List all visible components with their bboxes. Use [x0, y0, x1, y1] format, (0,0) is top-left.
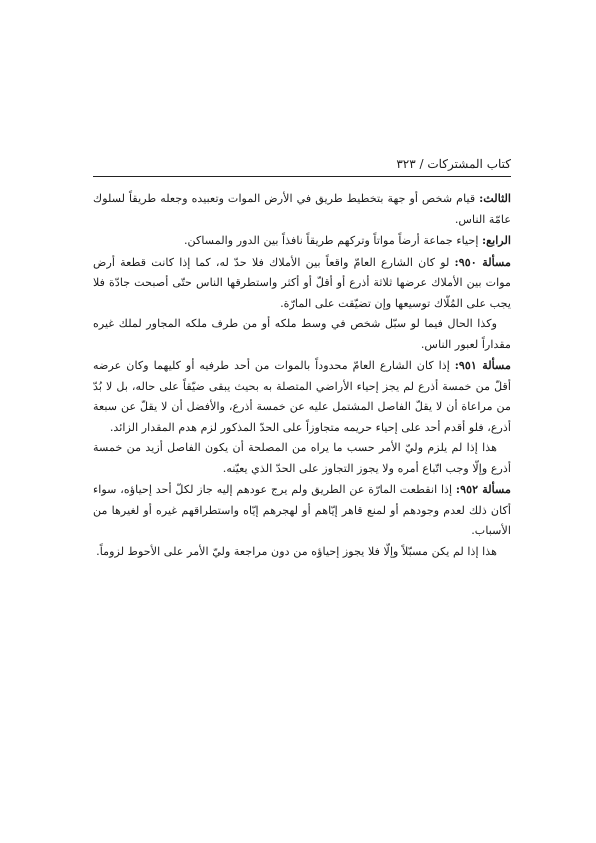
- header-title: كتاب المشتركات / ٣٢٣: [396, 157, 511, 171]
- paragraph-lead: مسألة ٩٥٠:: [454, 254, 511, 269]
- paragraph-issue-950: [93, 252, 511, 315]
- paragraph-text: لو كان الشارع العامّ واقعاً بين الأملاك فلا حدّ له، كما إذا كانت قطعة أرض موات بين الأملاك عرضها ثلاثة أذرع أو أقلّ أو أكثر واستطرقها الناس حتّى أصبحت جادّة فلا يجب على المُلّاك توسيعها وإن تضيّقت على المارّة.: [93, 255, 511, 310]
- paragraph-issue-951: [93, 355, 511, 438]
- paragraph-lead: الثالث:: [479, 191, 511, 205]
- paragraph-third: [93, 188, 511, 230]
- paragraph-similarly: [93, 314, 511, 355]
- paragraph-text: قيام شخص أو جهة بتخطيط طريق في الأرض الموات وتعبيده وجعله طريقاً لسلوك عامّة الناس.: [93, 192, 511, 226]
- paragraph-lead: الرابع:: [482, 233, 511, 247]
- paragraph-text: هذا إذا لم يلزم وليّ الأمر حسب ما يراه من المصلحة أن يكون الفاصل أزيد من خمسة أذرع وإلّا وجب اتّباع أمره ولا يجوز التجاوز على الحدّ الذي يعيّنه.: [93, 441, 511, 475]
- paragraph-lead: مسألة ٩٥١:: [454, 358, 511, 372]
- paragraph-text: إحياء جماعة أرضاً مواتاً وتركهم طريقاً نافذاً بين الدور والمساكن.: [183, 234, 482, 247]
- paragraph-issue-952: [93, 479, 511, 542]
- body-text: [93, 188, 511, 562]
- paragraph-text: هذا إذا لم يكن مسبّلاً وإلّا فلا يجوز إحياؤه من دون مراجعة وليّ الأمر على الأحوط لزوماً.: [96, 544, 497, 558]
- paragraph-fourth: [93, 230, 511, 252]
- header-rule: [93, 176, 511, 177]
- paragraph-lead: مسألة ٩٥٢:: [455, 482, 511, 496]
- paragraph-endowed-road: [93, 542, 511, 563]
- paragraph-text: إذا انقطعت المارّة عن الطريق ولم يرج عودهم إليه جاز لكلّ أحد إحياؤه، سواء أكان ذلك لعدم وجودهم أو لمنع قاهر إيّاهم أو لهجرهم إيّاه واستطراقهم غيره أو لغيرها من الأسباب.: [93, 483, 511, 537]
- paragraph-text: وكذا الحال فيما لو سبّل شخص في وسط ملكه أو من طرف ملكه المجاور لملك غيره مقداراً لعبور الناس.: [93, 317, 511, 351]
- running-header: [93, 156, 511, 178]
- paragraph-text: إذا كان الشارع العامّ محدوداً بالموات من أحد طرفيه أو كليهما وكان عرضه أقلّ من خمسة أذرع لم يجز إحياء الأراضي المتصلة به بحيث يبقى ضيّقاً على حاله، بل لا بُدّ من مراعاة أن لا يقلّ الفاصل المشتمل عليه عن خمسة أذرع، والأفضل أن لا يقلّ عن سبعة أذرع، فلو أقدم أحد على إحياء حريمه متجاوزاً على الحدّ المذكور لزم هدم المقدار الزائد.: [93, 359, 511, 434]
- paragraph-guardian-ruling: [93, 438, 511, 479]
